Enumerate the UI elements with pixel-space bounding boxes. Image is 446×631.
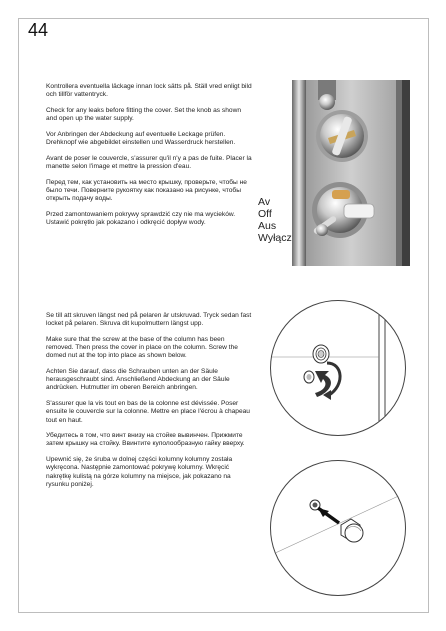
mounting-fr: S'assurer que la vis tout en bas de la colonne est dévissée. Poser ensuite le couvercle sur la colonne. Mettre en place l'écrou à chapeau tout en haut. [46, 400, 250, 424]
mounting-de: Achten Sie darauf, dass die Schrauben unten an der Säule herausgeschraubt sind. Anschließend Abdeckung an der Säule andrücken. Hutmutter im oberen Bereich anbringen. [46, 368, 230, 392]
cover-mounting-instructions [46, 312, 252, 496]
valve-knobs-photo [292, 80, 410, 266]
page-number: 44 [28, 20, 49, 40]
instruction-fr: Avant de poser le couvercle, s'assurer qu'il n'y a pas de fuite. Placer la manette selon l'image et mettre la pression d'eau. [46, 154, 252, 170]
instruction-en: Check for any leaks before fitting the cover. Set the knob as shown and open up the water supply. [46, 106, 241, 123]
mounting-sv: Se till att skruven längst ned på pelaren är utskruvad. Tryck sedan fast locket på pelaren. Skruva dit kupolmuttern längst upp. [46, 312, 252, 328]
mounting-ru: Убедитесь в том, что винт внизу на стойке вывинчен. Прижмите затем крышку на стойку. Ввинтите куполообразную гайку вверху. [46, 432, 245, 448]
screw-removal-illustration [271, 301, 405, 435]
off-label-de: Aus [258, 220, 277, 232]
valve-knobs-image [292, 80, 410, 266]
mounting-pl: Upewnić się, że śruba w dolnej części kolumny kolumny została wykręcona. Następnie zamontować pokrywę kolumny. Wkręcić nakrętkę kulistą na górze kolumny na miejsce, jak pokazano na rysunku poniżej. [46, 456, 233, 488]
instruction-de: Vor Anbringen der Abdeckung auf eventuelle Leckage prüfen. Drehknopf wie abgebildet einstellen und Wasserdruck herstellen. [46, 130, 236, 147]
domed-nut-illustration [271, 461, 405, 595]
off-label-sv: Av [258, 196, 271, 208]
off-labels [258, 196, 292, 244]
off-label-en: Off [258, 208, 272, 220]
mounting-en: Make sure that the screw at the base of the column has been removed. Then press the cover in place on the column. Screw the domed nut at the top into place as shown below. [46, 335, 238, 360]
screw-removal-detail [270, 300, 406, 436]
instruction-ru: Перед тем, как установить на место крышку, проверьте, чтобы не было течи. Поверните рукоятку как показано на рисунке, чтобы открыть подачу воды. [46, 178, 247, 203]
off-label-pl: Wyłącz [258, 232, 292, 244]
domed-nut-detail [270, 460, 406, 596]
instruction-pl: Przed zamontowaniem pokrywy sprawdzić czy nie ma wycieków. Ustawić pokrętło jak pokazano i odkręcić dopływ wody. [46, 210, 236, 226]
instruction-sv: Kontrollera eventuella läckage innan lock sätts på. Ställ vred enligt bild och tillför vattentryck. [46, 83, 252, 99]
leak-check-instructions [46, 83, 252, 235]
